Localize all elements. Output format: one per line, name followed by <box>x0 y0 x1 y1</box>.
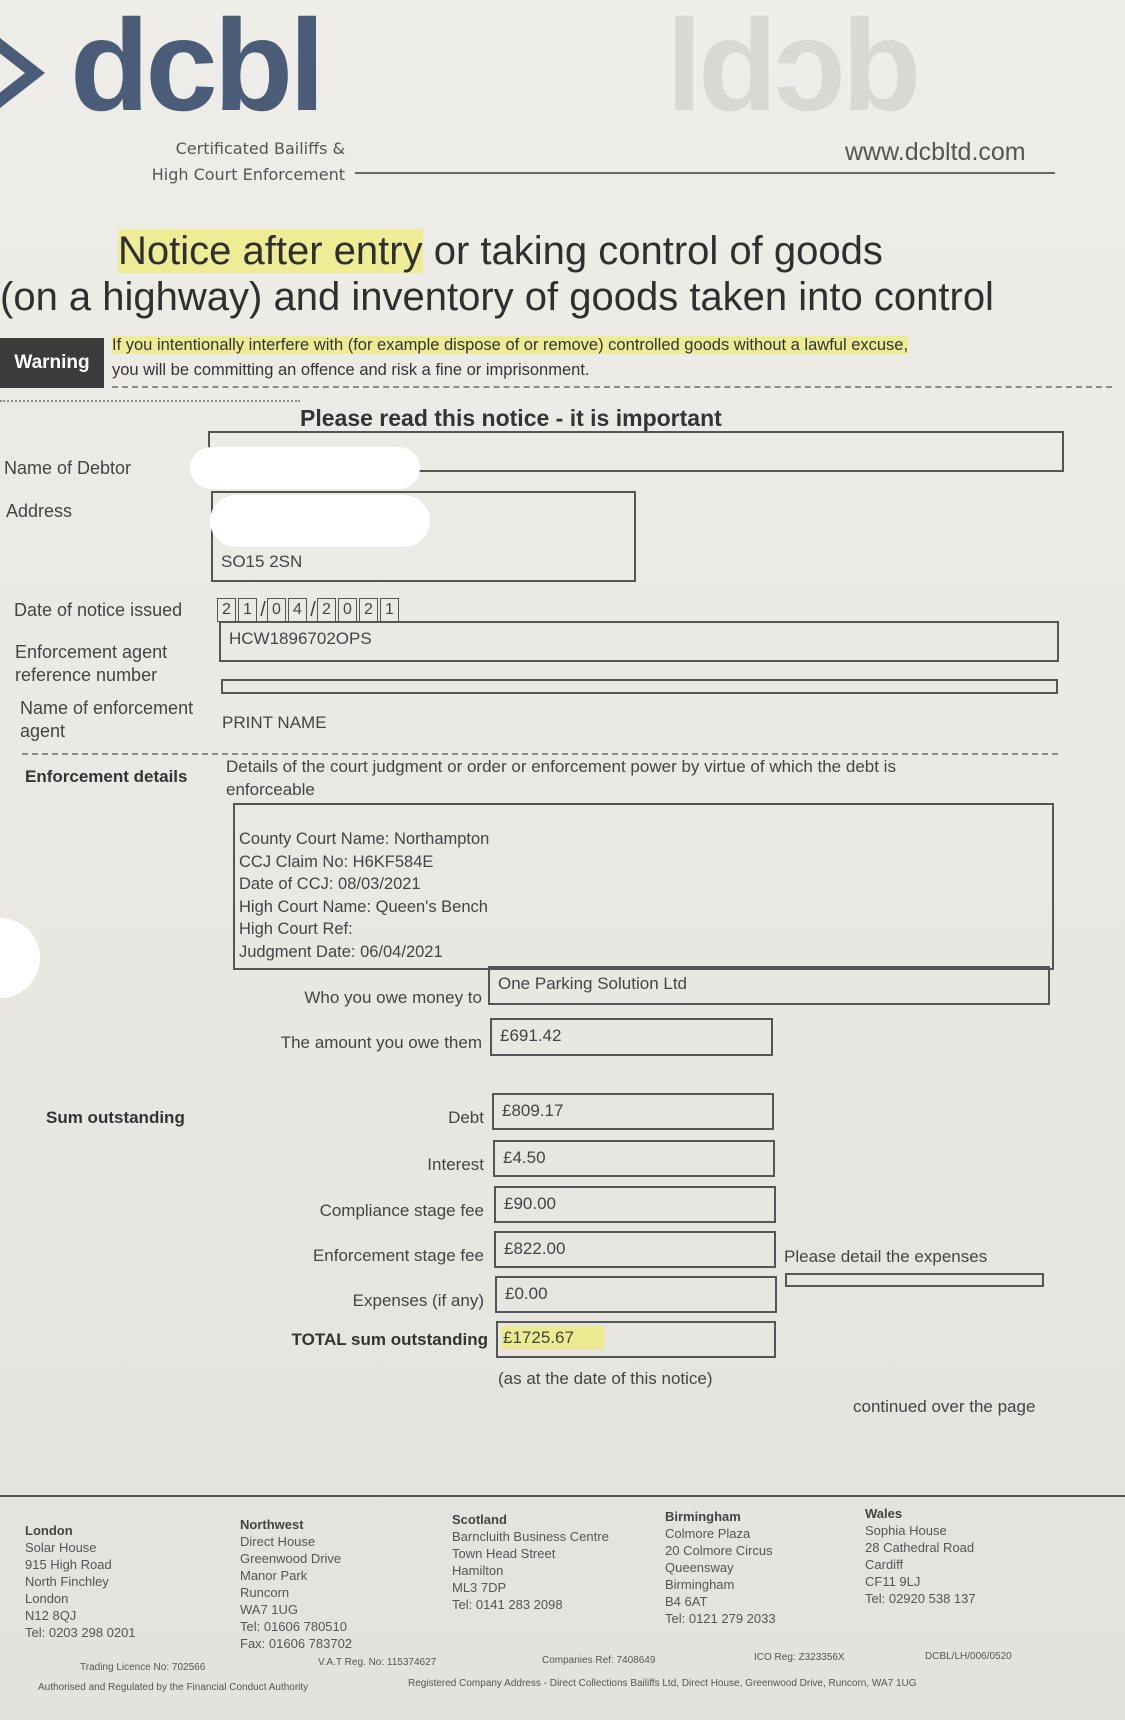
redaction-mark-address <box>210 495 430 547</box>
office-title: Scotland <box>452 1512 507 1527</box>
office-block <box>452 1511 652 1613</box>
office-line: Direct House <box>240 1534 316 1549</box>
logo-wordmark: dcbl <box>70 0 322 138</box>
tagline-line-2: High Court Enforcement <box>151 165 345 184</box>
companies-ref: Companies Ref: 7408649 <box>542 1655 656 1666</box>
warning-line-2: you will be committing an offence and risk a fine or imprisonment. <box>112 361 590 379</box>
registered-address: Registered Company Address - Direct Collections Bailiffs Ltd, Direct House, Greenwood Drive, Runcorn, WA7 1UG <box>408 1678 917 1689</box>
owe-value: One Parking Solution Ltd <box>498 974 688 993</box>
office-block <box>665 1508 865 1627</box>
sum-row-label: Interest <box>427 1155 484 1174</box>
office-line: Cardiff <box>865 1557 904 1572</box>
sum-row-field[interactable] <box>495 1276 777 1313</box>
agent-name-label <box>20 697 193 743</box>
sum-row-field[interactable] <box>492 1093 774 1130</box>
office-line: Queensway <box>665 1560 734 1575</box>
date-month-digit: 4 <box>288 598 307 622</box>
title-line1-rest: or taking control of goods <box>422 229 883 273</box>
fca-statement: Authorised and Regulated by the Financial Conduct Authority <box>38 1682 309 1693</box>
page-title <box>0 228 1125 320</box>
agent-name-label-2: agent <box>20 721 66 741</box>
continued-note: continued over the page <box>853 1397 1036 1416</box>
agent-name-field[interactable] <box>221 679 1058 694</box>
sum-row-value: £809.17 <box>502 1101 564 1120</box>
office-title: Birmingham <box>665 1509 741 1524</box>
as-at-note: (as at the date of this notice) <box>498 1369 713 1388</box>
office-line: Fax: 01606 783702 <box>240 1636 353 1651</box>
office-block <box>865 1505 1065 1607</box>
office-line: 915 High Road <box>25 1557 112 1572</box>
title-line2: (on a highway) and inventory of goods taken into control <box>0 275 994 319</box>
document-code: DCBL/LH/006/0520 <box>925 1651 1012 1662</box>
enforcement-line: CCJ Claim No: H6KF584E <box>239 852 434 871</box>
agent-ref-label-2: reference number <box>15 665 158 685</box>
sum-row-field[interactable] <box>493 1140 775 1177</box>
office-line: Tel: 02920 538 137 <box>865 1591 976 1606</box>
amount-owed-label: The amount you owe them <box>280 1033 482 1052</box>
office-line: Tel: 0121 279 2033 <box>665 1611 776 1626</box>
office-line: 28 Cathedral Road <box>865 1540 975 1555</box>
footer-divider <box>0 1495 1125 1497</box>
office-line: North Finchley <box>25 1574 109 1589</box>
date-year-digit: 1 <box>380 598 399 622</box>
amount-owed-field[interactable] <box>490 1018 773 1056</box>
agent-ref-field[interactable] <box>219 621 1059 662</box>
date-day-digit: 2 <box>217 598 236 622</box>
watermark-logo: dcbl <box>670 0 922 138</box>
redaction-mark <box>190 447 420 489</box>
enforcement-line: High Court Name: Queen's Bench <box>239 897 488 916</box>
date-year-digit: 0 <box>338 598 357 622</box>
office-line: ML3 7DP <box>452 1580 507 1595</box>
sum-row-value: £0.00 <box>505 1284 548 1303</box>
important-heading: Please read this notice - it is important <box>300 405 722 431</box>
trading-licence: Trading Licence No: 702566 <box>80 1662 206 1673</box>
expenses-detail-label: Please detail the expenses <box>784 1247 988 1266</box>
date-day-digit: 1 <box>238 598 257 622</box>
agent-name-label-1: Name of enforcement <box>20 698 194 718</box>
office-line: Barncluith Business Centre <box>452 1529 609 1544</box>
office-line: CF11 9LJ <box>865 1574 921 1589</box>
total-field[interactable] <box>496 1321 776 1358</box>
office-line: Birmingham <box>665 1577 735 1592</box>
date-year-digit: 2 <box>359 598 378 622</box>
sum-row-value: £4.50 <box>503 1148 546 1167</box>
date-separator: / <box>310 599 316 621</box>
office-line: Runcorn <box>240 1585 290 1600</box>
address-label: Address <box>6 501 73 521</box>
enforcement-details-label: Enforcement details <box>25 767 188 786</box>
office-line: Town Head Street <box>452 1546 556 1561</box>
notice-date-label: Date of notice issued <box>14 600 183 620</box>
sum-row-label: Enforcement stage fee <box>312 1246 484 1265</box>
enforcement-line: Judgment Date: 06/04/2021 <box>239 942 443 961</box>
owe-label: Who you owe money to <box>304 988 482 1007</box>
redaction-circle <box>0 918 40 998</box>
tagline-line-1: Certificated Bailiffs & <box>175 139 345 158</box>
enforcement-lines <box>239 828 1052 963</box>
vat-number: V.A.T Reg. No: 115374627 <box>318 1657 437 1668</box>
agent-ref-value: HCW1896702OPS <box>229 629 372 648</box>
sum-row-value: £90.00 <box>504 1194 556 1213</box>
date-separator: / <box>260 599 266 621</box>
notice-date-field[interactable] <box>217 598 401 622</box>
warning-text <box>112 333 1112 383</box>
enforcement-description <box>226 755 896 801</box>
date-year-digit: 2 <box>317 598 336 622</box>
sum-row-label: Compliance stage fee <box>319 1201 484 1220</box>
office-line: Colmore Plaza <box>665 1526 751 1541</box>
sum-outstanding-label: Sum outstanding <box>46 1108 185 1127</box>
warning-line-1: If you intentionally interfere with (for example dispose of or remove) controlled goods without a lawful excuse, <box>112 336 909 354</box>
office-line: Hamilton <box>452 1563 504 1578</box>
dotted-divider <box>0 400 300 402</box>
office-block <box>240 1516 440 1652</box>
enforcement-line: High Court Ref: <box>239 920 353 938</box>
office-line: Manor Park <box>240 1568 308 1583</box>
header-divider <box>355 172 1055 174</box>
ico-reg: ICO Reg: Z323356X <box>754 1652 845 1663</box>
print-name-caption: PRINT NAME <box>222 713 327 732</box>
address-postcode: SO15 2SN <box>221 552 303 571</box>
sum-row-label: Debt <box>448 1108 484 1127</box>
dashed-divider <box>112 386 1112 388</box>
enforcement-desc-2: enforceable <box>226 780 315 799</box>
office-line: 20 Colmore Circus <box>665 1543 773 1558</box>
enforcement-line: Date of CCJ: 08/03/2021 <box>239 875 421 893</box>
office-title: London <box>25 1523 73 1538</box>
sum-row-value: £822.00 <box>504 1239 566 1258</box>
office-line: B4 6AT <box>665 1594 708 1609</box>
sum-row-field[interactable] <box>494 1186 776 1223</box>
office-line: Sophia House <box>865 1523 947 1538</box>
sum-row-field[interactable] <box>494 1231 776 1268</box>
total-label: TOTAL sum outstanding <box>291 1330 488 1349</box>
sum-row-label: Expenses (if any) <box>352 1291 484 1310</box>
office-title: Northwest <box>240 1517 304 1532</box>
date-month-digit: 0 <box>267 598 286 622</box>
office-line: Tel: 0141 283 2098 <box>452 1597 563 1612</box>
enforcement-desc-1: Details of the court judgment or order or enforcement power by virtue of which the debt is <box>226 757 896 776</box>
chevron-logo-icon <box>0 28 60 118</box>
enforcement-line: County Court Name: Northampton <box>239 830 490 848</box>
office-block <box>25 1522 225 1641</box>
agent-ref-label <box>15 641 167 687</box>
website-link[interactable]: www.dcbltd.com <box>845 138 1026 166</box>
office-line: WA7 1UG <box>240 1602 299 1617</box>
office-line: N12 8QJ <box>25 1608 77 1623</box>
debtor-name-label: Name of Debtor <box>4 458 132 478</box>
warning-badge: Warning <box>0 338 104 388</box>
office-line: Solar House <box>25 1540 97 1555</box>
office-line: Tel: 0203 298 0201 <box>25 1625 136 1640</box>
office-line: London <box>25 1591 69 1606</box>
title-highlight: Notice after entry <box>118 229 423 273</box>
office-line: Tel: 01606 780510 <box>240 1619 347 1634</box>
expenses-detail-field[interactable] <box>785 1273 1044 1287</box>
office-line: Greenwood Drive <box>240 1551 342 1566</box>
owe-field[interactable] <box>488 966 1050 1005</box>
tagline <box>130 136 345 188</box>
enforcement-details-box <box>233 803 1054 970</box>
agent-ref-label-1: Enforcement agent <box>15 642 168 662</box>
total-value: £1725.67 <box>501 1326 604 1349</box>
amount-owed-value: £691.42 <box>500 1026 562 1045</box>
office-title: Wales <box>865 1506 903 1521</box>
